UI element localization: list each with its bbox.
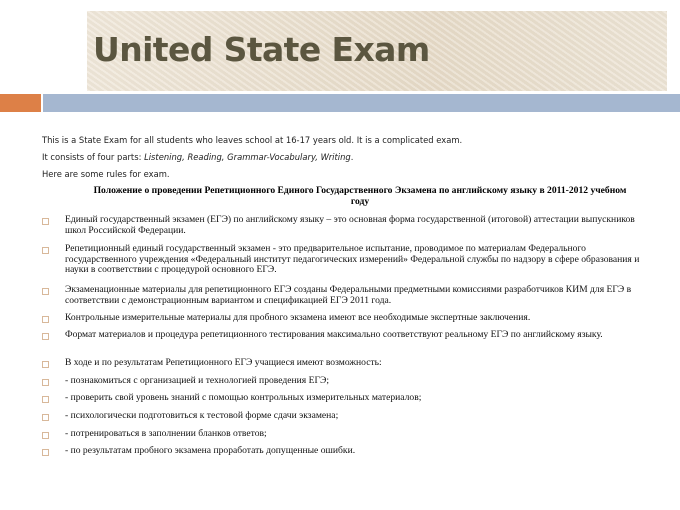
document-heading: Положение о проведении Репетиционного Единого Государственного Экзамена по английскому языку в 2011-2012 учебном году — [93, 185, 627, 207]
intro-line-2 — [42, 152, 353, 162]
square-bullet-icon — [42, 414, 49, 421]
square-bullet-icon — [42, 432, 49, 439]
square-bullet-icon — [42, 316, 49, 323]
list-item-text: Формат материалов и процедура репетиционного тестирования максимально соответствуют реальному ЕГЭ по английскому языку. — [65, 329, 603, 340]
list-item-text: Экзаменационные материалы для репетиционного ЕГЭ созданы Федеральными предметными комиссиями разработчиков КИМ для ЕГЭ в соответствии с демонстрационным вариантом и спецификацией ЕГЭ 2011 года. — [65, 284, 632, 306]
list-item-text: В ходе и по результатам Репетиционного ЕГЭ учащиеся имеют возможность: — [65, 357, 382, 368]
square-bullet-icon — [42, 218, 49, 225]
list-item-text: - по результатам пробного экзамена проработать допущенные ошибки. — [65, 445, 356, 456]
list-item-text: Единый государственный экзамен (ЕГЭ) по английскому языку – это основная форма государственной (итоговой) аттестации выпускников школ Российской Федерации. — [65, 214, 635, 236]
intro-line-1: This is a State Exam for all students who leaves school at 16-17 years old. It is a complicated exam. — [42, 135, 463, 145]
intro-line-3: Here are some rules for exam. — [42, 169, 170, 179]
list-item-text: - проверить свой уровень знаний с помощью контрольных измерительных материалов; — [65, 392, 422, 403]
accent-bar-blue — [43, 94, 680, 112]
list-item-text: - познакомиться с организацией и технологией проведения ЕГЭ; — [65, 375, 330, 386]
list-item-text: - потренироваться в заполнении бланков ответов; — [65, 428, 267, 439]
list-item-text: Контрольные измерительные материалы для пробного экзамена имеют все необходимые экспертные заключения. — [65, 312, 531, 323]
list-item-text: Репетиционный единый государственный экзамен - это предварительное испытание, проводимое по материалам Федерального государственного учреждения «Федеральный институт педагогических измерений» Федеральной службы по надзору в сфере образования и науки в соответствии с процедурой основного ЕГЭ. — [65, 243, 640, 276]
accent-bar-orange — [0, 94, 41, 112]
square-bullet-icon — [42, 449, 49, 456]
slide-title: United State Exam — [93, 30, 430, 69]
intro-exam-parts: Listening, Reading, Grammar-Vocabulary, Writing — [144, 152, 351, 162]
square-bullet-icon — [42, 288, 49, 295]
square-bullet-icon — [42, 379, 49, 386]
square-bullet-icon — [42, 396, 49, 403]
square-bullet-icon — [42, 361, 49, 368]
square-bullet-icon — [42, 247, 49, 254]
intro-line-2-prefix: It consists of four parts: — [42, 152, 145, 162]
square-bullet-icon — [42, 333, 49, 340]
intro-line-2-suffix: . — [350, 152, 354, 162]
list-item-text: - психологически подготовиться к тестовой форме сдачи экзамена; — [65, 410, 339, 421]
